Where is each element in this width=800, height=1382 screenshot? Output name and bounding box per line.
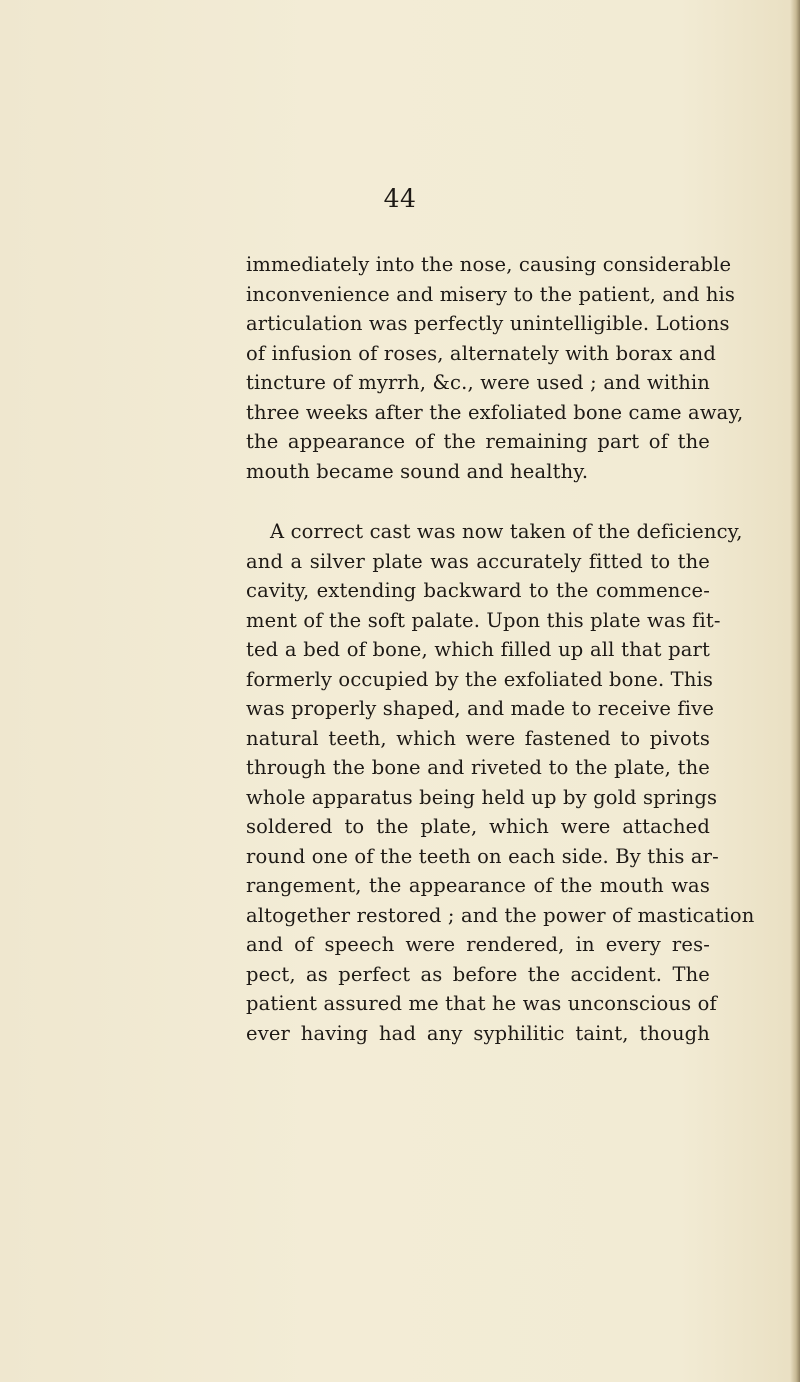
text-line: mouth became sound and healthy. [246,459,589,483]
text-line: the appearance of the remaining part of the [246,430,710,453]
text-line: articulation was perfectly unintelligible. Lotions [246,312,730,335]
text-line: of infusion of roses, alternately with borax and [246,341,716,365]
text-line: ted a bed of bone, which filled up all that part [246,638,710,661]
text-line: inconvenience and misery to the patient, and his [246,282,736,306]
text-line: soldered to the plate, which were attached [246,815,710,838]
text-line: was properly shaped, and made to receive five [246,697,715,720]
text-line: round one of the teeth on each side. By this ar- [246,844,719,868]
text-line: three weeks after the exfoliated bone came away, [246,400,744,424]
text-line: A correct cast was now taken of the deficiency, [270,520,743,543]
text-line: formerly occupied by the exfoliated bone. This [246,667,714,691]
text-line: pect, as perfect as before the accident. The [246,962,710,986]
text-line: natural teeth, which were fastened to pivots [246,726,710,750]
text-line: whole apparatus being held up by gold springs [246,785,718,809]
text-line: and of speech were rendered, in every res- [246,933,710,956]
text-line: tincture of myrrh, &c., were used ; and within [246,371,710,394]
text-line: patient assured me that he was unconscious of [246,992,717,1015]
text-line: ment of the soft palate. Upon this plate was fit- [246,608,721,632]
body-text [246,250,755,1048]
text-line: altogether restored ; and the power of mastication [246,903,755,927]
page-number: 44 [383,184,417,213]
paragraph-2 [246,517,755,1048]
paragraph-gap [246,486,710,517]
text-line: through the bone and riveted to the plate, the [246,756,710,779]
text-line: rangement, the appearance of the mouth was [246,874,710,897]
paragraph-1 [246,250,744,486]
text-line: ever having had any syphilitic taint, though [246,1021,710,1045]
text-line: immediately into the nose, causing considerable [246,253,732,276]
text-line: and a silver plate was accurately fitted to the [246,549,710,573]
text-line: cavity, extending backward to the commence- [246,579,710,602]
